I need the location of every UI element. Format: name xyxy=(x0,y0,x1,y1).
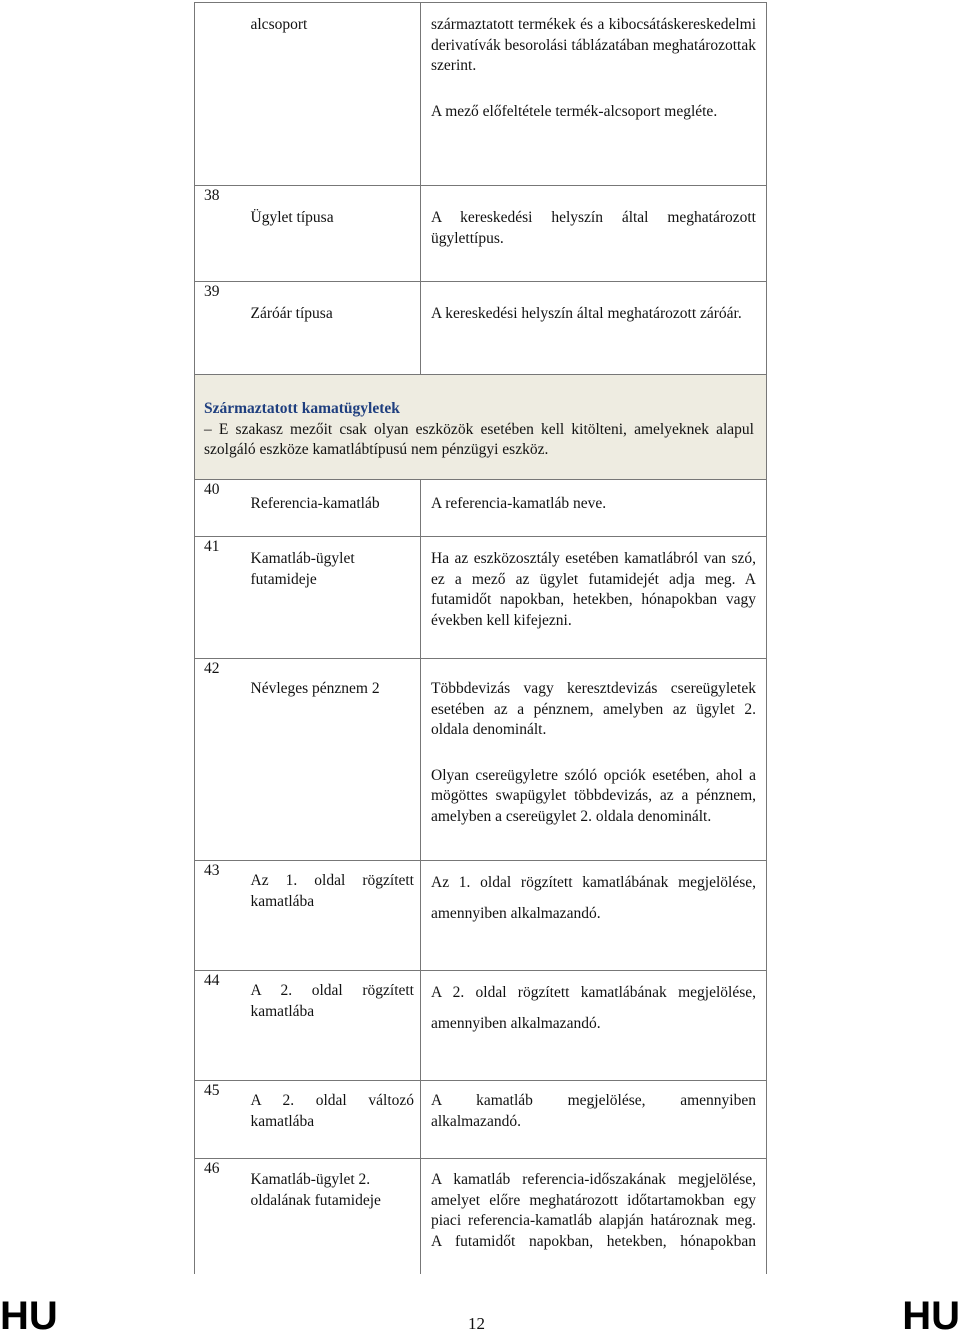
description-paragraph: A kereskedési helyszín által meghatározott záróár. xyxy=(431,305,742,322)
table-row xyxy=(195,1081,767,1159)
description-paragraph: származtatott termékek és a kibocsátáskereskedelmi derivatívák besorolási táblázatában meghatározottak szerint. xyxy=(431,16,756,74)
section-title: Származtatott kamatügyletek xyxy=(204,400,400,417)
field-name: alcsoport xyxy=(243,3,421,186)
section-note: – E szakasz mezőit csak olyan eszközök esetében kell kitölteni, amelyeknek alapul szolgáló eszköze kamatlábtípusú nem pénzügyi eszköz. xyxy=(204,420,754,458)
description-paragraph: A kamatláb referencia-időszakának megjelölése, amelyet előre meghatározott időtartamokban egy piaci referencia-kamatláb alapján határoznak meg. A futamidőt napokban, hetekben, hónapokban xyxy=(431,1171,756,1250)
table-row xyxy=(195,1159,767,1274)
field-description xyxy=(421,1081,767,1159)
footer-language-left: HU xyxy=(0,1294,58,1338)
field-description xyxy=(421,659,767,861)
description-paragraph: A kamatláb megjelölése, amennyiben alkalmazandó. xyxy=(431,1092,756,1130)
fields-table xyxy=(194,2,767,1274)
description-paragraph: Ha az eszközosztály esetében kamatlábról van szó, ez a mező az ügylet futamidejét adja meg. A futamidőt napokban, hetekben, hónapokban vagy években kell kifejezni. xyxy=(431,550,756,629)
page-number: 12 xyxy=(468,1314,485,1333)
table-row xyxy=(195,537,767,659)
field-description xyxy=(421,282,767,375)
section-row xyxy=(195,375,767,480)
field-name: A 2. oldal változó kamatlába xyxy=(243,1081,421,1159)
field-description xyxy=(421,537,767,659)
field-description xyxy=(421,480,767,537)
field-number: 46 xyxy=(195,1159,243,1274)
description-paragraph: A referencia-kamatláb neve. xyxy=(431,495,607,512)
field-description xyxy=(421,1159,767,1274)
table-row xyxy=(195,971,767,1081)
description-paragraph: A mező előfeltétele termék-alcsoport megléte. xyxy=(431,102,718,120)
field-description xyxy=(421,971,767,1081)
field-name: Az 1. oldal rögzített kamatlába xyxy=(243,861,421,971)
field-number: 38 xyxy=(195,186,243,282)
field-name: A 2. oldal rögzített kamatlába xyxy=(243,971,421,1081)
description-paragraph: A 2. oldal rögzített kamatlábának megjelölése, amennyiben alkalmazandó. xyxy=(431,984,756,1032)
field-number xyxy=(195,3,243,186)
description-paragraph: Olyan csereügyletre szóló opciók esetében, ahol a mögöttes swapügylet többdevizás, az a pénznem, amelyben a csereügylet 2. oldala denominált. xyxy=(431,766,756,825)
field-name: Záróár típusa xyxy=(243,282,421,375)
field-description xyxy=(421,861,767,971)
field-number: 41 xyxy=(195,537,243,659)
field-description xyxy=(421,3,767,186)
field-name: Referencia-kamatláb xyxy=(243,480,421,537)
field-number: 42 xyxy=(195,659,243,861)
description-paragraph: Többdevizás vagy keresztdevizás csereügyletek esetében az a pénznem, amelyben az ügylet 2. oldala denominált. xyxy=(431,680,756,738)
field-number: 45 xyxy=(195,1081,243,1159)
description-paragraph: Az 1. oldal rögzített kamatlábának megjelölése, amennyiben alkalmazandó. xyxy=(431,874,756,922)
section-header xyxy=(195,375,767,480)
table-row xyxy=(195,861,767,971)
field-description xyxy=(421,186,767,282)
field-name: Kamatláb-ügylet futamideje xyxy=(243,537,421,659)
table-row xyxy=(195,480,767,537)
field-name: Ügylet típusa xyxy=(243,186,421,282)
field-number: 39 xyxy=(195,282,243,375)
field-name: Névleges pénznem 2 xyxy=(243,659,421,861)
field-number: 44 xyxy=(195,971,243,1081)
field-number: 40 xyxy=(195,480,243,537)
table-row xyxy=(195,3,767,186)
footer-language-right: HU xyxy=(902,1294,960,1338)
table-row xyxy=(195,282,767,375)
field-name: Kamatláb-ügylet 2. oldalának futamideje xyxy=(243,1159,421,1274)
field-number: 43 xyxy=(195,861,243,971)
table-row xyxy=(195,186,767,282)
description-paragraph: A kereskedési helyszín által meghatározott ügylettípus. xyxy=(431,209,756,247)
table-row xyxy=(195,659,767,861)
